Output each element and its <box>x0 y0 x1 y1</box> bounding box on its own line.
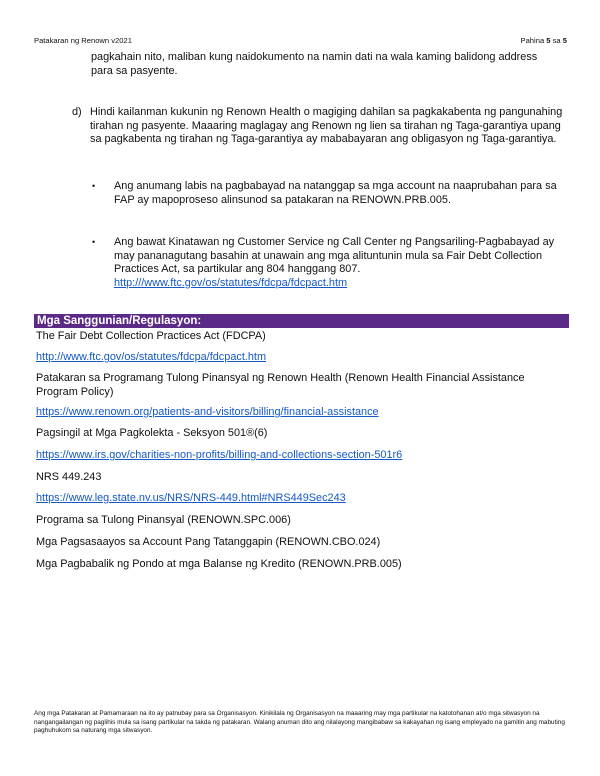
bullet-dot: • <box>92 181 96 191</box>
ref-spc-006: Programa sa Tulong Pinansyal (RENOWN.SPC.006) <box>36 514 291 526</box>
footer-disclaimer: Ang mga Patakaran at Pamamaraan na ito ay patnubay para sa Organisasyon. Kinikilala ng Organisasyon na maaaring may mga partikular na katotohanan at/o mga sitwasyon na nangangailangan ng paglihis mula sa isang partikular na takda ng patakaran. Walang anuman dito ang nilalayong mangibabaw sa kakayahan ng isang empleyado na gamitin ang mabuting paghuhukom sa naturang mga sitwasyon. <box>34 710 565 735</box>
ref-ftc-link[interactable]: http://www.ftc.gov/os/statutes/fdcpa/fdcpact.htm <box>36 351 267 363</box>
ref-prb-005: Mga Pagbabalik ng Pondo at mga Balanse ng Kredito (RENOWN.PRB.005) <box>36 558 402 570</box>
references-heading: Mga Sanggunian/Regulasyon: <box>34 314 569 328</box>
ref-renown-link-wrap <box>36 406 568 420</box>
ref-renown-link[interactable]: https://www.renown.org/patients-and-visitors/billing/financial-assistance <box>36 406 379 418</box>
fdcpa-link[interactable]: http:///www.ftc.gov/os/statutes/fdcpa/fdcpact.htm <box>114 276 348 289</box>
ref-irs-link-wrap <box>36 449 568 463</box>
ref-fdcpa: The Fair Debt Collection Practices Act (FDCPA) <box>36 330 266 342</box>
page-number <box>521 36 567 45</box>
list-marker-d: d) <box>72 106 82 118</box>
bullet-dot: • <box>92 237 96 247</box>
ref-billing-501r: Pagsingil at Mga Pagkolekta - Seksyon 501®(6) <box>36 427 268 439</box>
ref-irs-link[interactable]: https://www.irs.gov/charities-non-profits/billing-and-collections-section-501r6 <box>36 449 403 461</box>
page-mid: sa <box>550 36 563 45</box>
list-item-d-text: Hindi kailanman kukunin ng Renown Health o magiging dahilan sa pagkakabenta ng pangunahing tirahan ng pasyente. Maaaring maglagay ang Renown ng lien sa tirahan ng Taga-garantiya upang sa pagkabenta ng tirahan ng Taga-garantiya ay mababayaran ang obligasyon ng Taga-garantiya. <box>90 106 563 146</box>
page-current: 5 <box>546 36 551 45</box>
continuation-paragraph: pagkahain nito, maliban kung naidokumento na namin dati na wala kaming balidong address para sa pasyente. <box>91 51 538 77</box>
ref-nrs-link[interactable]: https://www.leg.state.nv.us/NRS/NRS-449.html#NRS449Sec243 <box>36 492 346 504</box>
bullet-item-2-body <box>114 236 562 290</box>
ref-nrs: NRS 449.243 <box>36 471 102 483</box>
ref-ftc-link-wrap <box>36 351 568 365</box>
ref-nrs-link-wrap <box>36 492 568 506</box>
page-total: 5 <box>562 36 567 45</box>
header-title: Patakaran ng Renown v2021 <box>34 36 132 45</box>
bullet-item-2-text: Ang bawat Kinatawan ng Customer Service ng Call Center ng Pangsariling-Pagbabayad ay may pananagutang basahin at unawain ang mga alituntunin mula sa Fair Debt Collection Practices Act, sa partikular ang 804 hanggang 807. <box>114 236 555 276</box>
ref-cbo-024: Mga Pagsasaayos sa Account Pang Tatanggapin (RENOWN.CBO.024) <box>36 536 381 548</box>
bullet-item-1-text: Ang anumang labis na pagbabayad na natanggap sa mga account na naaprubahan para sa FAP ay mapoproseso alinsunod sa patakaran na RENOWN.PRB.005. <box>114 180 557 206</box>
page-prefix: Pahina <box>520 36 547 45</box>
ref-financial-assistance-policy: Patakaran sa Programang Tulong Pinansyal ng Renown Health (Renown Health Financial Assistance Program Policy) <box>36 372 525 398</box>
